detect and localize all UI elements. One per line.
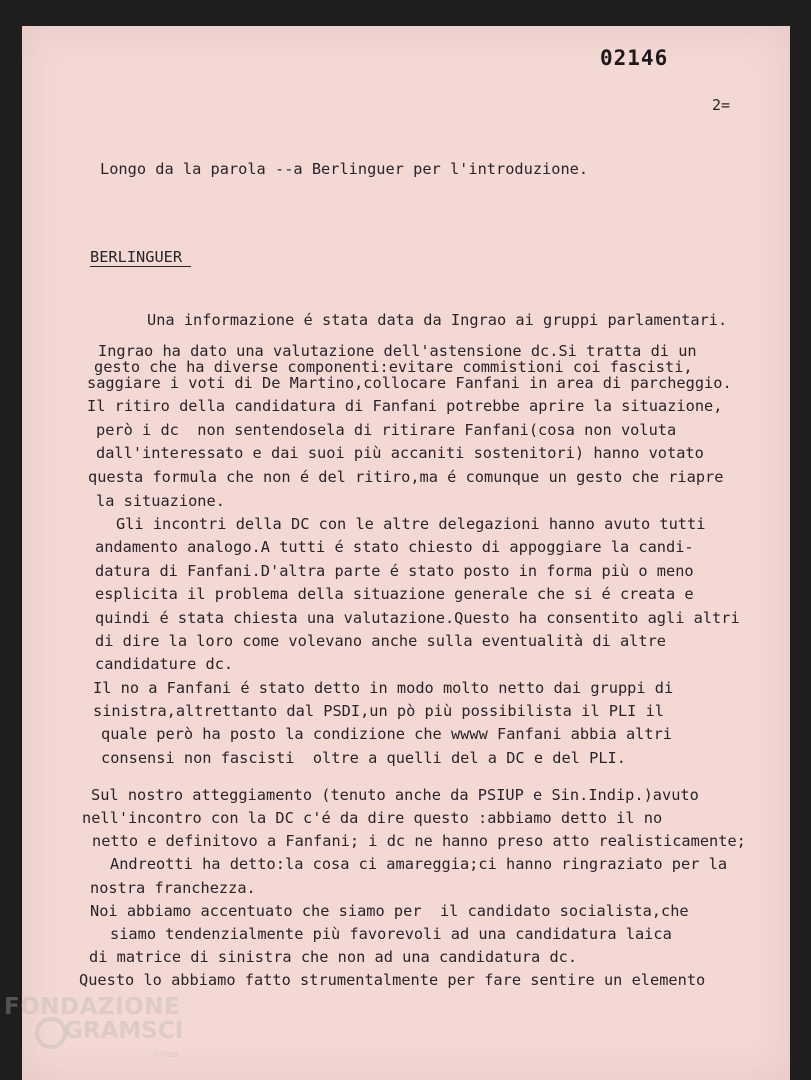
text-line: dall'interessato e dai suoi più accaniti sostenitori) hanno votato [96, 444, 704, 462]
text-line: Una informazione é stata data da Ingrao ai gruppi parlamentari. [147, 311, 728, 329]
text-line: Gli incontri della DC con le altre delegazioni hanno avuto tutti [116, 515, 706, 533]
text-line: però i dc non sentendosela di ritirare Fanfani(cosa non voluta [96, 421, 677, 439]
text-line: Sul nostro atteggiamento (tenuto anche da PSIUP e Sin.Indip.)avuto [91, 786, 699, 804]
page-number: 2= [712, 96, 731, 114]
text-line: di matrice di sinistra che non ad una candidatura dc. [89, 948, 578, 966]
speaker-heading: BERLINGUER [90, 248, 192, 266]
text-line: Ingrao ha dato una valutazione dell'astensione dc.Si tratta di un [98, 342, 697, 360]
text-line: nell'incontro con la DC c'é da dire questo :abbiamo detto il no [82, 809, 663, 827]
text-line: Il ritiro della candidatura di Fanfani potrebbe aprire la situazione, [87, 397, 723, 415]
text-line: quindi é stata chiesta una valutazione.Questo ha consentito agli altri [95, 609, 740, 627]
text-line: Questo lo abbiamo fatto strumentalmente per fare sentire un elemento [79, 971, 706, 989]
text-line: consensi non fascisti oltre a quelli del a DC e del PLI. [101, 749, 626, 767]
text-line: esplicita il problema della situazione generale che si é creata e [95, 585, 694, 603]
text-line: Noi abbiamo accentuato che siamo per il candidato socialista,che [90, 902, 689, 920]
watermark-line1: FONDAZIONE [4, 994, 181, 1020]
gramsci-logo-icon [34, 1016, 68, 1050]
text-line: andamento analogo.A tutti é stato chiesto di appoggiare la candi- [95, 538, 694, 556]
text-line: gesto che ha diverse componenti:evitare commistioni coi fascisti, [94, 358, 693, 376]
fondazione-gramsci-watermark [4, 994, 204, 1074]
text-line: sinistra,altrettanto dal PSDI,un pò più possibilista il PLI il [93, 702, 664, 720]
document-number: 02146 [600, 46, 669, 70]
text-line: siamo tendenzialmente più favorevoli ad una candidatura laica [110, 925, 672, 943]
text-line: Il no a Fanfani é stato detto in modo molto netto dai gruppi di [93, 679, 674, 697]
text-line: quale però ha posto la condizione che wwww Fanfani abbia altri [101, 725, 672, 743]
text-line: Longo da la parola --a Berlinguer per l'introduzione. [100, 160, 589, 178]
text-line: la situazione. [96, 492, 225, 510]
text-line: questa formula che non é del ritiro,ma é comunque un gesto che riapre [88, 468, 724, 486]
text-line: saggiare i voti di De Martino,collocare Fanfani in area di parcheggio. [87, 374, 732, 392]
text-line: candidature dc. [95, 655, 234, 673]
text-line: datura di Fanfani.D'altra parte é stato posto in forma più o meno [95, 562, 694, 580]
text-line: netto e definitovo a Fanfani; i dc ne hanno preso atto realisticamente; [92, 832, 746, 850]
watermark-line3: onlus [154, 1050, 179, 1060]
text-line: Andreotti ha detto:la cosa ci amareggia;ci hanno ringraziato per la [110, 855, 728, 873]
watermark-line2: GRAMSCI [64, 1018, 184, 1044]
text-line: nostra franchezza. [90, 879, 256, 897]
text-line: di dire la loro come volevano anche sulla eventualità di altre [95, 632, 666, 650]
